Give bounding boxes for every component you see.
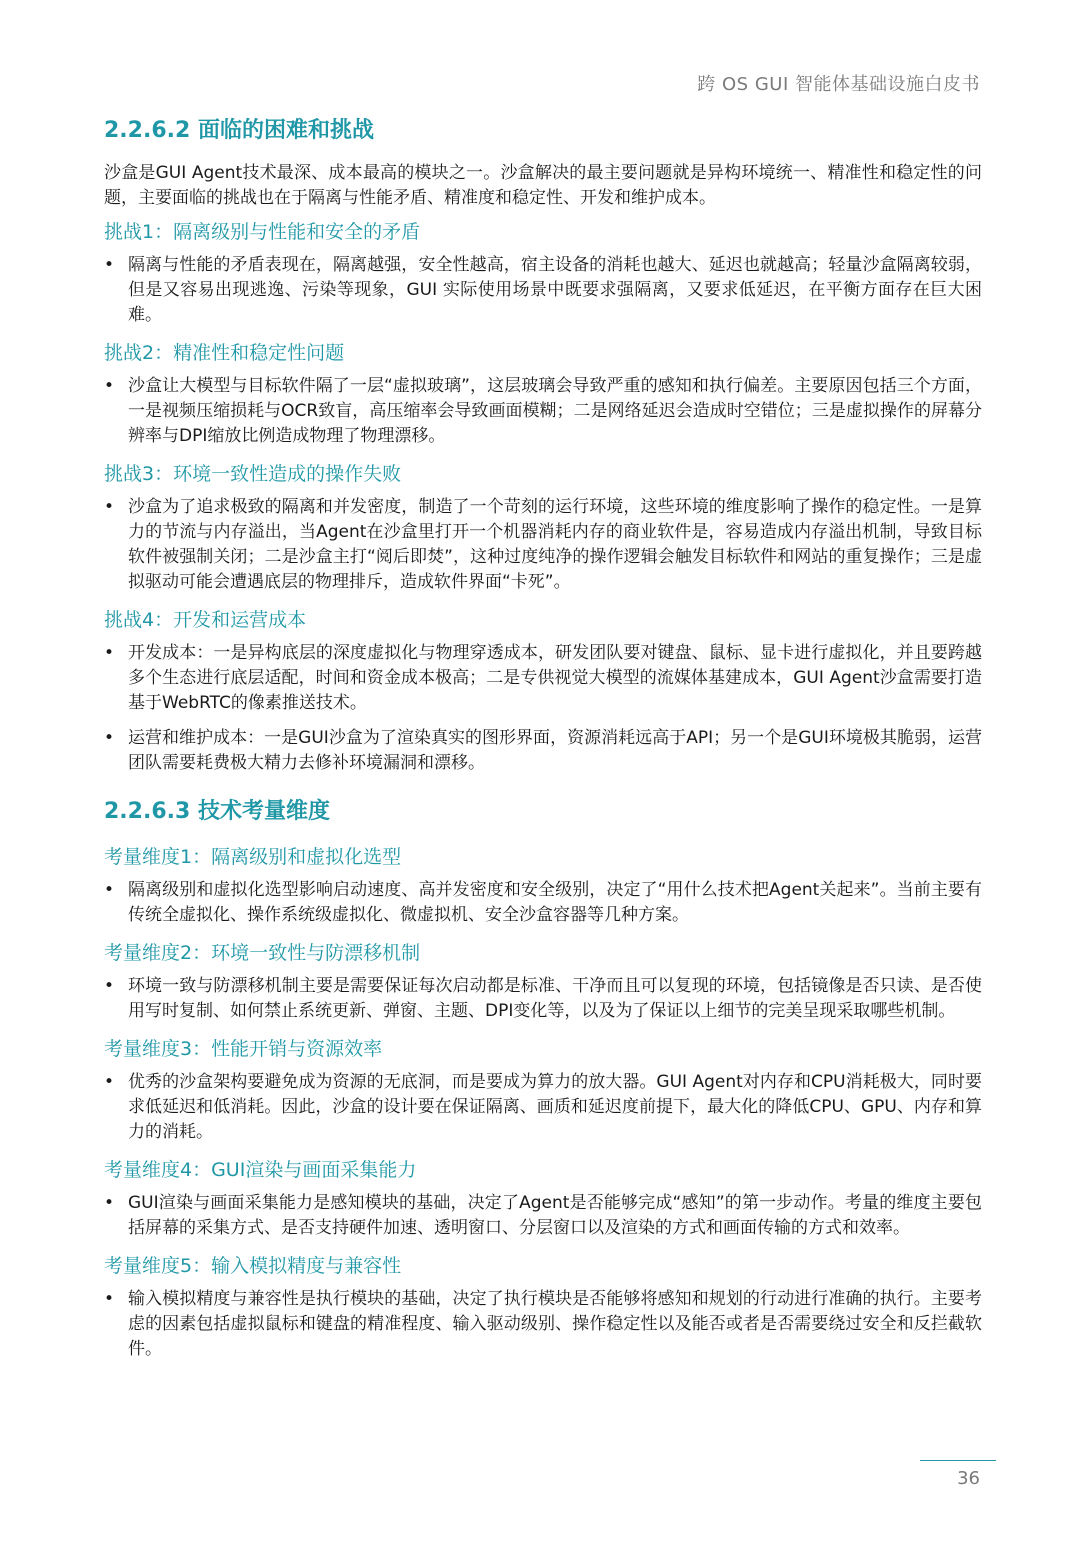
bullet-text: 环境一致与防漂移机制主要是需要保证每次启动都是标准、干净而且可以复现的环境，包括镜像是否只读、是否使用写时复制、如何禁止系统更新、弹窗、主题、DPI变化等，以及为了保证以上细节的完美呈现采取哪些机制。 (128, 976, 982, 1021)
dimension-title: 考量维度1：隔离级别和虚拟化选型 (104, 846, 402, 868)
bullet-dot-icon: • (104, 1289, 115, 1309)
bullet-item (104, 974, 982, 1024)
dimension-title: 考量维度4：GUI渲染与画面采集能力 (104, 1159, 417, 1181)
bullet-dot-icon: • (104, 976, 115, 996)
challenge-title: 挑战4：开发和运营成本 (104, 609, 307, 631)
dimension-title: 考量维度5：输入模拟精度与兼容性 (104, 1255, 402, 1277)
bullet-dot-icon: • (104, 1193, 115, 1213)
challenge-block-1 (104, 217, 982, 328)
dimension-block-4 (104, 1155, 982, 1241)
bullet-text: 开发成本：一是异构底层的深度虚拟化与物理穿透成本，研发团队要对键盘、鼠标、显卡进行虚拟化，并且要跨越多个生态进行底层适配，时间和资金成本极高；二是专供视觉大模型的流媒体基建成本，GUI Agent沙盒需要打造基于WebRTC的像素推送技术。 (128, 643, 982, 713)
bullet-dot-icon: • (104, 1072, 115, 1092)
section-heading-dimensions: 2.2.6.3 技术考量维度 (104, 799, 330, 824)
dimension-title: 考量维度3：性能开销与资源效率 (104, 1038, 383, 1060)
bullet-item (104, 878, 982, 928)
bullet-text: 隔离与性能的矛盾表现在，隔离越强，安全性越高，宿主设备的消耗也越大、延迟也就越高；轻量沙盒隔离较弱，但是又容易出现逃逸、污染等现象，GUI 实际使用场景中既要求强隔离，又要求低延迟，在平衡方面存在巨大困难。 (128, 255, 982, 325)
bullet-text: GUI渲染与画面采集能力是感知模块的基础，决定了Agent是否能够完成“感知”的第一步动作。考量的维度主要包括屏幕的采集方式、是否支持硬件加速、透明窗口、分层窗口以及渲染的方式和画面传输的方式和效率。 (128, 1193, 982, 1238)
bullet-dot-icon: • (104, 643, 115, 663)
bullet-item (104, 374, 982, 449)
dimension-block-2 (104, 938, 982, 1024)
section-intro: 沙盒是GUI Agent技术最深、成本最高的模块之一。沙盒解决的最主要问题就是异构环境统一、精准性和稳定性的问题，主要面临的挑战也在于隔离与性能矛盾、精准度和稳定性、开发和维护成本。 (104, 163, 982, 208)
challenge-block-3 (104, 459, 982, 595)
bullet-item (104, 1191, 982, 1241)
bullet-text: 优秀的沙盒架构要避免成为资源的无底洞，而是要成为算力的放大器。GUI Agent对内存和CPU消耗极大，同时要求低延迟和低消耗。因此，沙盒的设计要在保证隔离、画质和延迟度前提下，最大化的降低CPU、GPU、内存和算力的消耗。 (128, 1072, 982, 1142)
challenge-block-4 (104, 605, 982, 776)
dimension-block-3 (104, 1034, 982, 1145)
bullet-text: 输入模拟精度与兼容性是执行模块的基础，决定了执行模块是否能够将感知和规划的行动进行准确的执行。主要考虑的因素包括虚拟鼠标和键盘的精准程度、输入驱动级别、操作稳定性以及能否或者是否需要绕过安全和反拦截软件。 (128, 1289, 982, 1359)
bullet-item (104, 641, 982, 716)
bullet-item (104, 1287, 982, 1362)
bullet-dot-icon: • (104, 880, 115, 900)
page-content (104, 115, 982, 1372)
bullet-dot-icon: • (104, 376, 115, 396)
bullet-item (104, 253, 982, 328)
dimension-block-1 (104, 842, 982, 928)
bullet-dot-icon: • (104, 255, 115, 275)
bullet-item (104, 1070, 982, 1145)
section-heading-challenges: 2.2.6.2 面临的困难和挑战 (104, 118, 374, 143)
bullet-text: 沙盒让大模型与目标软件隔了一层“虚拟玻璃”，这层玻璃会导致严重的感知和执行偏差。主要原因包括三个方面，一是视频压缩损耗与OCR致盲，高压缩率会导致画面模糊；二是网络延迟会造成时空错位；三是虚拟操作的屏幕分辨率与DPI缩放比例造成物理了物理漂移。 (128, 376, 982, 446)
bullet-dot-icon: • (104, 728, 115, 748)
bullet-text: 运营和维护成本：一是GUI沙盒为了渲染真实的图形界面，资源消耗远高于API；另一个是GUI环境极其脆弱，运营团队需要耗费极大精力去修补环境漏洞和漂移。 (128, 728, 982, 773)
bullet-dot-icon: • (104, 497, 115, 517)
challenge-block-2 (104, 338, 982, 449)
bullet-item (104, 726, 982, 776)
dimension-title: 考量维度2：环境一致性与防漂移机制 (104, 942, 421, 964)
footer-divider (920, 1460, 996, 1461)
running-header: 跨 OS GUI 智能体基础设施白皮书 (697, 74, 980, 95)
bullet-text: 沙盒为了追求极致的隔离和并发密度，制造了一个苛刻的运行环境，这些环境的维度影响了操作的稳定性。一是算力的节流与内存溢出，当Agent在沙盒里打开一个机器消耗内存的商业软件是，容易造成内存溢出机制，导致目标软件被强制关闭；二是沙盒主打“阅后即焚”，这种过度纯净的操作逻辑会触发目标软件和网站的重复操作；三是虚拟驱动可能会遭遇底层的物理排斥，造成软件界面“卡死”。 (128, 497, 982, 592)
bullet-text: 隔离级别和虚拟化选型影响启动速度、高并发密度和安全级别，决定了“用什么技术把Agent关起来”。当前主要有传统全虚拟化、操作系统级虚拟化、微虚拟机、安全沙盒容器等几种方案。 (128, 880, 982, 925)
challenge-title: 挑战1：隔离级别与性能和安全的矛盾 (104, 221, 421, 243)
challenge-title: 挑战3：环境一致性造成的操作失败 (104, 463, 402, 485)
dimension-block-5 (104, 1251, 982, 1362)
bullet-item (104, 495, 982, 595)
challenge-title: 挑战2：精准性和稳定性问题 (104, 342, 345, 364)
page-number: 36 (957, 1468, 980, 1489)
